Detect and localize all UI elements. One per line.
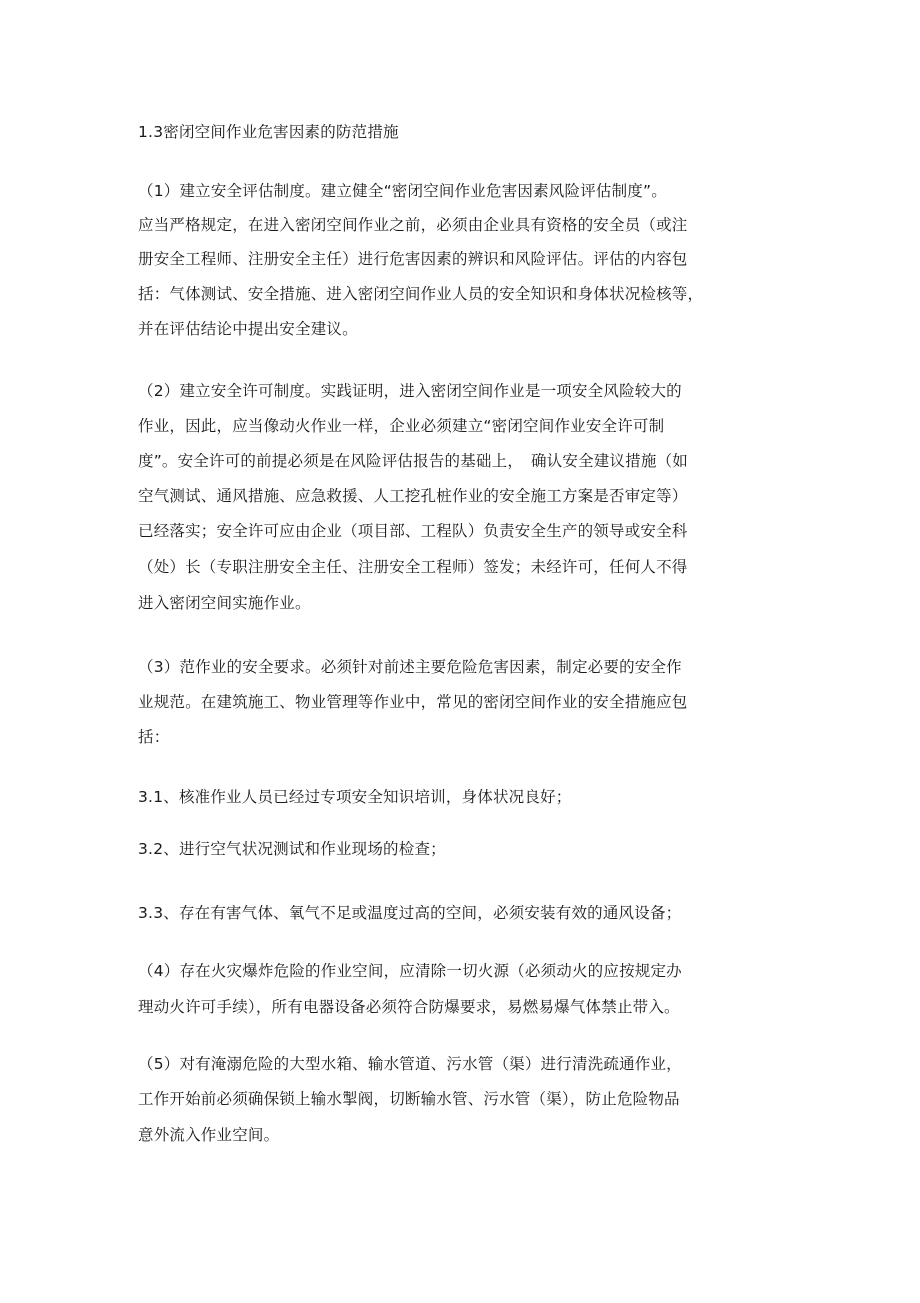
- list-item-3-1: 3.1、核准作业人员已经过专项安全知识培训，身体状况良好；: [138, 788, 572, 806]
- paragraph-line: 括：气体测试、安全措施、进入密闭空间作业人员的安全知识和身体状况检核等，: [138, 285, 704, 303]
- paragraph-line: （2）建立安全许可制度。实践证明，进入密闭空间作业是一项安全风险较大的: [138, 382, 682, 400]
- paragraph-line: 已经落实；安全许可应由企业（项目部、工程队）负责安全生产的领导或安全科: [138, 522, 688, 540]
- paragraph-line: 并在评估结论中提出安全建议。: [138, 320, 358, 338]
- list-item-3-2: 3.2、进行空气状况测试和作业现场的检查；: [138, 840, 446, 858]
- paragraph-line: 进入密闭空间实施作业。: [138, 594, 311, 612]
- paragraph-line: 业规范。在建筑施工、物业管理等作业中，常见的密闭空间作业的安全措施应包: [138, 693, 688, 711]
- paragraph-line: 应当严格规定，在进入密闭空间作业之前，必须由企业具有资格的安全员（或注: [138, 216, 688, 234]
- paragraph-line: 工作开始前必须确保锁上输水掣阀，切断输水管、污水管（渠），防止危险物品: [138, 1090, 680, 1108]
- paragraph-line: 作业，因此，应当像动火作业一样，企业必须建立“密闭空间作业安全许可制: [138, 417, 665, 435]
- paragraph-line: （3）范作业的安全要求。必须针对前述主要危险危害因素，制定必要的安全作: [138, 658, 682, 676]
- paragraph-line: 空气测试、通风措施、应急救援、人工挖孔桩作业的安全施工方案是否审定等）: [138, 487, 688, 505]
- paragraph-line: （1）建立安全评估制度。建立健全“密闭空间作业危害因素风险评估制度”。: [138, 182, 667, 200]
- list-item-3-3: 3.3、存在有害气体、氧气不足或温度过高的空间，必须安装有效的通风设备；: [138, 904, 682, 922]
- paragraph-line: （处）长（专职注册安全主任、注册安全工程师）签发；未经许可，任何人不得: [138, 558, 688, 576]
- paragraph-line: 意外流入作业空间。: [138, 1126, 280, 1144]
- paragraph-line: 册安全工程师、注册安全主任）进行危害因素的辨识和风险评估。评估的内容包: [138, 250, 688, 268]
- paragraph-line: 度”。安全许可的前提必须是在风险评估报告的基础上， 确认安全建议措施（如: [138, 452, 688, 470]
- paragraph-line: （4）存在火灾爆炸危险的作业空间，应清除一切火源（必须动火的应按规定办: [138, 962, 682, 980]
- paragraph-line: 理动火许可手续），所有电器设备必须符合防爆要求，易燃易爆气体禁止带入。: [138, 998, 680, 1016]
- paragraph-line: （5）对有淹溺危险的大型水箱、输水管道、污水管（渠）进行清洗疏通作业，: [138, 1055, 682, 1073]
- paragraph-line: 括：: [138, 728, 170, 746]
- section-heading: 1.3密闭空间作业危害因素的防范措施: [138, 123, 399, 141]
